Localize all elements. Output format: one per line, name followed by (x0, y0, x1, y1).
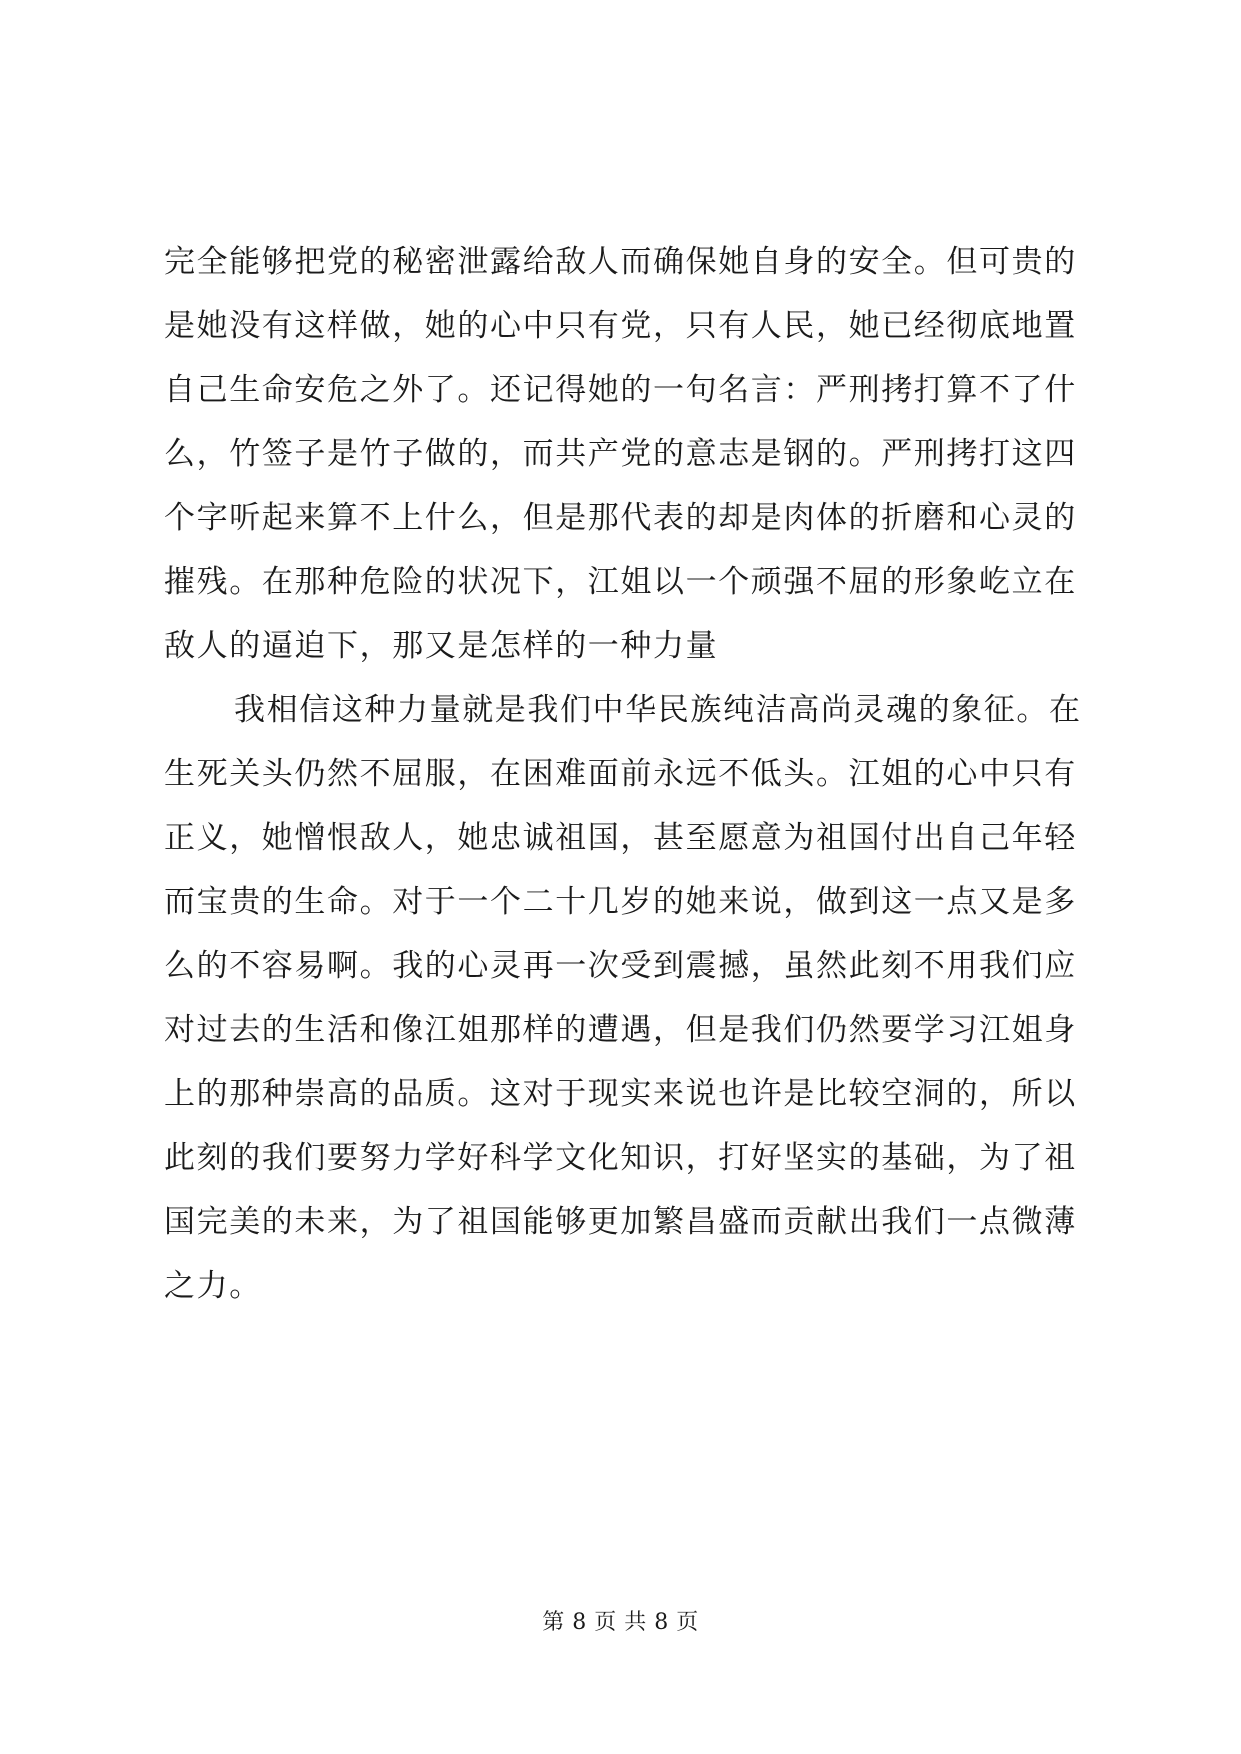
paragraph-2-line: 国完美的未来，为了祖国能够更加繁昌盛而贡献出我们一点微薄 (164, 1204, 1077, 1240)
paragraph-2-line: 生死关头仍然不屈服，在困难面前永远不低头。江姐的心中只有 (164, 756, 1077, 792)
paragraph-2-line: 上的那种崇高的品质。这对于现实来说也许是比较空洞的，所以 (164, 1076, 1077, 1112)
paragraph-1-line: 是她没有这样做，她的心中只有党，只有人民，她已经彻底地置 (164, 308, 1077, 344)
paragraph-2-line: 之力。 (164, 1268, 262, 1304)
paragraph-2-line: 此刻的我们要努力学好科学文化知识，打好坚实的基础，为了祖 (164, 1140, 1077, 1176)
page-number-footer: 第 8 页 共 8 页 (542, 1610, 699, 1635)
paragraph-2-line: 而宝贵的生命。对于一个二十几岁的她来说，做到这一点又是多 (164, 884, 1077, 920)
paragraph-2-line: 正义，她憎恨敌人，她忠诚祖国，甚至愿意为祖国付出自己年轻 (164, 820, 1077, 856)
paragraph-2-line: 对过去的生活和像江姐那样的遭遇，但是我们仍然要学习江姐身 (164, 1012, 1077, 1048)
paragraph-1-line: 么，竹签子是竹子做的，而共产党的意志是钢的。严刑拷打这四 (164, 436, 1077, 472)
paragraph-1-line: 敌人的逼迫下，那又是怎样的一种力量 (164, 628, 719, 664)
paragraph-2-line: 么的不容易啊。我的心灵再一次受到震撼，虽然此刻不用我们应 (164, 948, 1077, 984)
paragraph-1-line: 个字听起来算不上什么，但是那代表的却是肉体的折磨和心灵的 (164, 500, 1077, 536)
paragraph-1-line: 摧残。在那种危险的状况下，江姐以一个顽强不屈的形象屹立在 (164, 564, 1077, 600)
paragraph-1-line: 自己生命安危之外了。还记得她的一句名言：严刑拷打算不了什 (164, 372, 1077, 408)
paragraph-1-line: 完全能够把党的秘密泄露给敌人而确保她自身的安全。但可贵的 (164, 244, 1077, 280)
body-text (164, 230, 1084, 1318)
paragraph-2-line: 我相信这种力量就是我们中华民族纯洁高尚灵魂的象征。在 (234, 692, 1082, 728)
